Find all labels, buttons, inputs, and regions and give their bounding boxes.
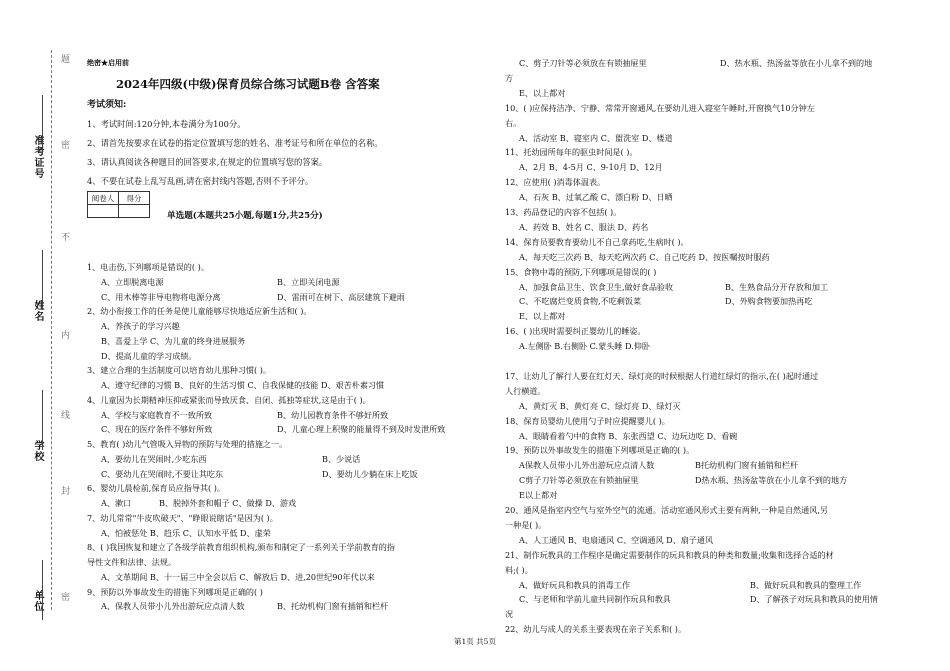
- question-line: 一种是( )。: [505, 519, 547, 530]
- unit-label: 单位: [32, 590, 43, 612]
- seal-char: 题: [59, 54, 69, 63]
- question-line: E、以上都对: [519, 87, 566, 98]
- question-option: B、脱掉外套和帽子 C、做操 D、游戏: [159, 498, 297, 508]
- question-option: D、了解孩子对玩具和教具的使用情: [750, 594, 878, 605]
- seal-char: 密: [59, 592, 69, 601]
- seal-char: 密: [59, 140, 69, 149]
- question-line: 15、食物中毒的预防,下列哪项是错误的( ): [505, 266, 657, 277]
- notice-item: 4、不要在试卷上乱写乱画,请在密封线内答题,否则不予评分。: [87, 176, 314, 186]
- question-line: A、人工通风 B、电扇通风 C、空调通风 D、扇子通风: [519, 534, 714, 545]
- question-line: A、文革期间 B、十一届三中全会以后 C、解放后 D、进,20世纪90年代以来: [101, 571, 375, 582]
- seal-char: 内: [59, 330, 69, 339]
- question-line: 19、预防以外事故发生的措施下列哪项是正确的( )。: [505, 445, 695, 456]
- page-title: 2024年四级(中级)保育员综合练习试题B卷 含答案: [116, 77, 380, 91]
- seal-char: 封: [59, 486, 69, 495]
- question-line: A、2月 B、4-5月 C、9-10月 D、12月: [519, 162, 663, 173]
- question-line: C、剪子刀针等必须放在有锁抽屉里: [519, 58, 647, 68]
- question-option: B、托幼机构门窗有插销和栏杆: [277, 601, 389, 612]
- question-line: 5、教育( )幼儿气管吸入异物的预防与处理的措施之一。: [87, 439, 288, 449]
- question-option: D、外购食物要加热再吃: [725, 296, 813, 307]
- question-line: C、用木棒等非导电物将电源分离: [101, 291, 221, 302]
- seal-char: 线: [59, 410, 69, 419]
- question-option: B、做好玩具和教具的整理工作: [750, 579, 862, 590]
- question-line: 况: [505, 609, 514, 620]
- question-line: 12、应使用( )消毒体温表。: [505, 177, 606, 188]
- page-footer: 第1页 共5页: [454, 637, 496, 646]
- question-option: B、少说话: [322, 453, 361, 464]
- question-line: A、学校与家庭教育不一致所致: [101, 409, 213, 420]
- question-line: A、眼睛看着勺中的食物 B、东张西望 C、边玩边吃 D、看碗: [519, 430, 738, 441]
- question-option: D热水瓶、热汤盆等放在小儿拿不到的地方: [695, 475, 848, 486]
- exam-number-line: [42, 95, 43, 155]
- question-line: C、与老师和学前儿童共同制作玩具和教具: [519, 594, 671, 605]
- question-line: C剪子刀针等必须放在有锁抽屉里: [519, 475, 639, 486]
- question-line: A、立即脱离电源: [101, 276, 164, 287]
- question-line: 16、( )出现时需要纠正婴幼儿的睡姿。: [505, 326, 646, 337]
- secret-mark: 绝密★启用前: [87, 58, 129, 67]
- score-cell[interactable]: [88, 205, 119, 218]
- question-line: 10、( )应保持洁净、宁静、常常开窗通风,在要幼儿进入寝室午睡时,开窗换气10分钟左: [505, 102, 815, 113]
- question-option: D、儿童心理上积聚的能量得不到及时发泄所致: [277, 424, 446, 435]
- question-line: A、遵守纪律的习惯 B、良好的生活习惯 C、自我保健的技能 D、艰苦朴素习惯: [101, 380, 385, 390]
- question-line: E、以上都对: [519, 311, 566, 322]
- question-line: A、加强食品卫生、饮食卫生,做好食品验收: [519, 281, 674, 292]
- question-line: C、要幼儿在哭闹时,不要让其吃东: [101, 468, 224, 479]
- score-header-grader: 阅卷人: [88, 192, 119, 205]
- question-line: 料;( )。: [505, 564, 533, 575]
- notice-item: 2、请首先按要求在试卷的指定位置填写您的姓名、准考证号和所在单位的名称。: [87, 138, 383, 148]
- question-line: A保教人员带小儿外出游玩应点清人数: [519, 460, 655, 471]
- exam-number-label: 准考证号: [32, 135, 43, 179]
- question-line: 11、托幼园所每年的驱虫时间是( )。: [505, 147, 638, 158]
- question-line: 2、幼小衔接工作的任务是使儿童能够尽快地适应新生活和( )。: [87, 306, 312, 317]
- question-line: 18、保育员婴幼儿使用勺子时应提醒婴儿( )。: [505, 415, 670, 426]
- question-option: B、立即关闭电源: [277, 276, 340, 287]
- question-line: 右。: [505, 117, 522, 128]
- seal-char: 不: [59, 232, 69, 241]
- school-label: 学校: [32, 440, 43, 462]
- question-line: 21、制作玩教具的工作程序是确定需要制作的玩具和教具的种类和数量;收集和选择合适的材: [505, 549, 834, 560]
- question-line: C、不吃腐烂变质食物,不吃剩饭菜: [519, 296, 642, 307]
- question-line: 20、通风是指室内空气与室外空气的流通。活动室通风形式主要有两种,一种是自然通风,另: [505, 505, 829, 515]
- question-line: 1、电击伤,下列哪项是错误的( )。: [87, 262, 209, 272]
- question-option: D、要幼儿少躺在床上吃饭: [322, 468, 418, 479]
- question-line: 9、预防以外事故发生的措施下列哪项是正确的( ): [87, 586, 263, 597]
- question-line: 人行横道。: [505, 385, 546, 396]
- question-line: 方: [505, 72, 514, 83]
- question-line: A、黄灯灭 B、黄灯亮 C、绿灯亮 D、绿灯灭: [519, 400, 681, 411]
- question-option: B托幼机构门窗有插销和栏杆: [695, 460, 799, 471]
- question-line: E以上都对: [519, 490, 558, 501]
- question-line: A、每天吃三次药 B、每天吃两次药 C、自己吃药 D、按医嘱按时服药: [519, 251, 770, 262]
- question-line: A、漱口: [101, 498, 132, 508]
- question-line: 3、建立合理的生活制度可以培育幼儿那种习惯( )。: [87, 365, 272, 376]
- school-line: [42, 390, 43, 450]
- question-line: A、保教人员带小儿外出游玩应点清人数: [101, 601, 245, 612]
- question-line: A、怕被惩处 B、趋乐 C、认知水平低 D、虚荣: [101, 527, 271, 538]
- question-line: A、做好玩具和教具的消毒工作: [519, 579, 631, 590]
- name-label: 姓名: [32, 300, 43, 322]
- seal-dashed-line: [51, 50, 52, 610]
- question-option: B、幼儿园教育条件不够好所致: [277, 409, 389, 420]
- question-line: A.左侧卧 B.右侧卧 C.蒙头睡 D.仰卧: [519, 341, 650, 352]
- question-line: 6、婴幼儿晨检前,保育员应指导其( )。: [87, 483, 226, 494]
- score-table: [87, 191, 150, 218]
- question-line: A、要幼儿在哭闹时,少吃东西: [101, 453, 207, 464]
- question-line: D、提高儿童的学习成绩。: [101, 350, 197, 361]
- notice-title: 考试须知:: [87, 100, 127, 110]
- question-line: A、药效 B、姓名 C、服法 D、药名: [519, 221, 649, 232]
- notice-item: 1、考试时间:120分钟,本卷满分为100分。: [87, 119, 246, 129]
- seal-sidebar: [0, 0, 72, 671]
- question-option: D、热水瓶、热汤盆等放在小儿拿不到的地: [720, 58, 873, 68]
- name-line: [42, 250, 43, 310]
- question-line: 14、保育员要教育要幼儿不自己拿药吃,生病时( )。: [505, 236, 689, 247]
- question-option: D、雷雨可在树下、高层建筑下避雨: [277, 291, 405, 302]
- question-line: 8、( )我国恢复和建立了各级学前教育组织机构,颁布和制定了一系列关于学前教育的指: [87, 542, 395, 553]
- section-heading: 单选题(本题共25小题,每题1分,共25分): [167, 211, 323, 221]
- question-line: 4、儿童因为长期精神压抑或紧张而导致厌食、自闭、孤独等症状,这是由于( )。: [87, 394, 371, 405]
- question-line: A、活动室 B、寝室内 C、盥洗室 D、楼道: [519, 132, 673, 143]
- question-line: A、养孩子的学习兴趣: [101, 321, 180, 331]
- score-header-score: 得分: [119, 192, 150, 205]
- unit-line: [42, 560, 43, 620]
- question-line: 7、幼儿常常"牛皮吹破天"、"睁眼说瞎话"是因为( )。: [87, 512, 278, 523]
- question-option: B、生熟食品分开存放和加工: [725, 281, 829, 292]
- question-line: A、石灰 B、过氧乙酸 C、漂白粉 D、日晒: [519, 192, 673, 203]
- question-line: C、现在的医疗条件不够好所致: [101, 424, 213, 435]
- notice-item: 3、请认真阅读各种题目的回答要求,在规定的位置填写您的答案。: [87, 157, 328, 167]
- question-line: 22、幼儿与成人的关系主要表现在亲子关系和( )。: [505, 624, 687, 635]
- question-line: B、喜爱上学 C、为儿童的终身进展服务: [101, 335, 246, 346]
- question-line: 17、让幼儿了解行人要在红灯天、绿灯亮的时候根据人行道红绿灯的指示,在( )起时通过: [505, 370, 819, 381]
- question-line: 13、药品登记的内容不包括( )。: [505, 207, 622, 217]
- question-line: 导性文件和法律、法规。: [87, 557, 177, 567]
- score-cell[interactable]: [119, 205, 150, 218]
